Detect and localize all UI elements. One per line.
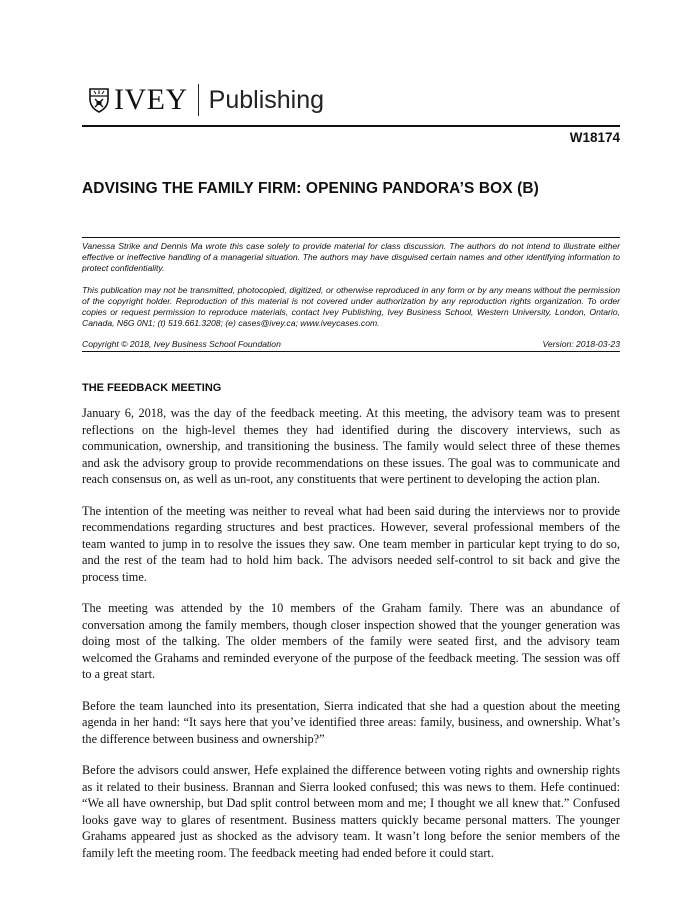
- case-title: ADVISING THE FAMILY FIRM: OPENING PANDORA’S BOX (B): [82, 180, 539, 197]
- paragraph: The meeting was attended by the 10 members of the Graham family. There was an abundance of conversation among the family members, though closer inspection showed that the younger generation was doing most of the talking. The older members of the family were seated first, and the advisory team welcomed the Grahams and reminded everyone of the purpose of the feedback meeting. The session was off to a great start.: [82, 601, 620, 681]
- header-rule: [82, 125, 620, 127]
- copyright-row: [82, 339, 620, 350]
- paragraph: January 6, 2018, was the day of the feedback meeting. At this meeting, the advisory team was to present reflections on the high-level themes they had identified during the discovery interviews, such as communication, ownership, and transitioning the business. The family would select three of these themes and ask the advisory group to provide recommendations on these issues. The goal was to communicate and reach consensus on, as well as un-root, any constituents that were pertinent to developing the action plan.: [82, 406, 620, 486]
- case-number: W18174: [569, 130, 620, 145]
- version-text: Version: 2018-03-23: [542, 339, 620, 349]
- authors-note: Vanessa Strike and Dennis Ma wrote this case solely to provide material for class discussion. The authors do not intend to illustrate either effective or ineffective handling of a managerial situation. The authors may have disguised certain names and other identifying information to protect confidentiality.: [82, 241, 620, 273]
- logo-divider: [198, 84, 199, 116]
- ivey-publishing-logo: [88, 82, 324, 118]
- paragraph: Before the team launched into its presentation, Sierra indicated that she had a question about the meeting agenda in her hand: “It says here that you’ve identified three areas: family, business, and ownership. What’s the difference between business and ownership?”: [82, 698, 620, 746]
- permission-note: This publication may not be transmitted, photocopied, digitized, or otherwise reproduced in any form or by any means without the permission of the copyright holder. Reproduction of this material is not covered under authorization by any reproduction rights organization. To order copies or request permission to reproduce materials, contact Ivey Publishing, Ivey Business School, Western University, London, Ontario, Canada, N6G 0N1; (t) 519.661.3208; (e) cases@ivey.ca; www.iveycases.com.: [82, 285, 620, 328]
- section-heading: THE FEEDBACK MEETING: [82, 382, 222, 394]
- disclaimer-bottom-rule: [82, 351, 620, 352]
- disclaimer-top-rule: [82, 237, 620, 238]
- crest-icon: [88, 87, 110, 113]
- copyright-text: Copyright © 2018, Ivey Business School Foundation: [82, 339, 281, 349]
- paragraph: The intention of the meeting was neither to reveal what had been said during the interviews nor to provide recommendations regarding structures and best practices. However, several professional members of the team wanted to jump in to resolve the issues they saw. One team member in particular kept trying to do so, and the rest of the team had to hold him back. The advisors needed self-control to sit back and give the process time.: [82, 503, 620, 584]
- brand-wordmark: IVEY: [114, 83, 188, 116]
- body-text: [82, 405, 620, 876]
- publisher-name: Publishing: [208, 85, 325, 114]
- paragraph: Before the advisors could answer, Hefe explained the difference between voting rights and ownership rights as it related to their business. Brannan and Sierra looked confused; this was news to them. Hefe continued: “We all have ownership, but Dad split control between mom and me; I thought we all knew that.” Confused looks gave way to glares of resentment. Business matters quickly became personal matters. The younger Grahams appeared just as shocked as the advisory team. It wasn’t long before the senior members of the family left the meeting room. The feedback meeting had ended before it could start.: [82, 763, 620, 860]
